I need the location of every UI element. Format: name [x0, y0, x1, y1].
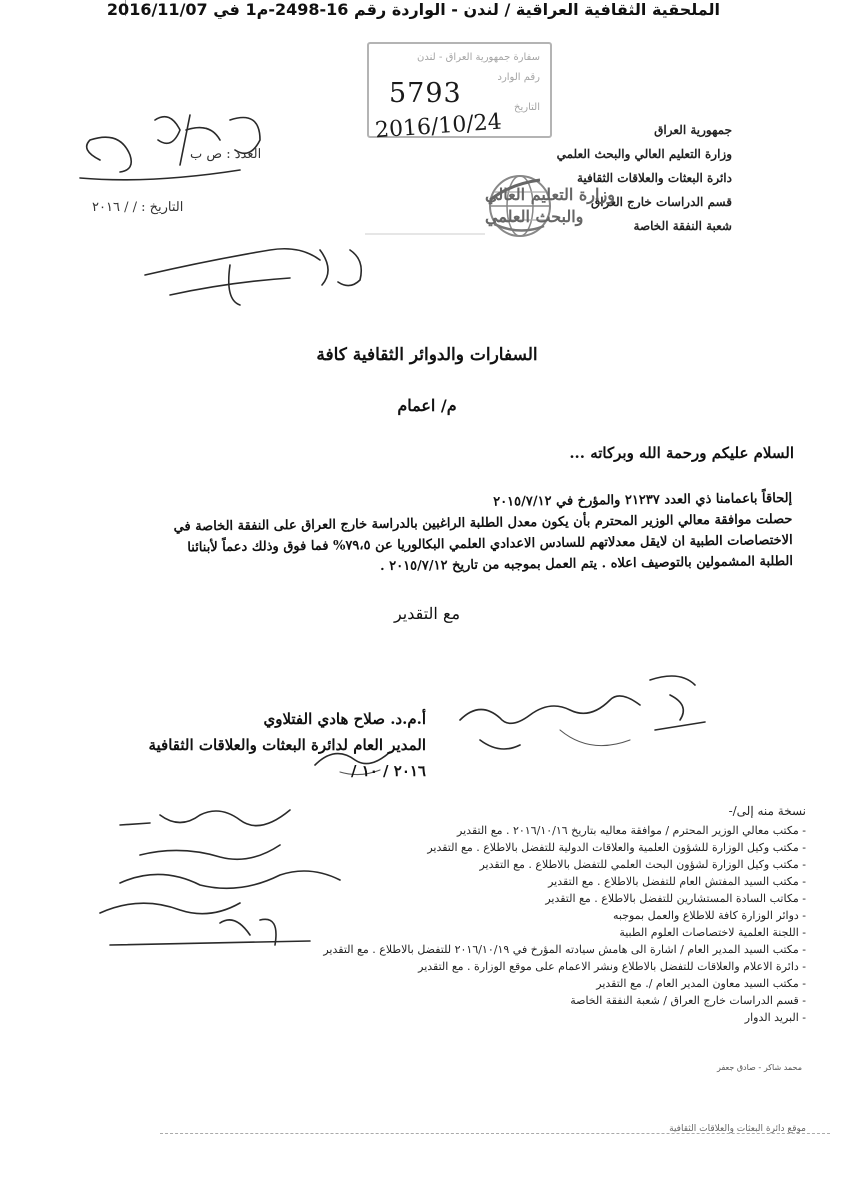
reference-number-label: العدد : ص ب — [190, 147, 262, 162]
greeting: السلام عليكم ورحمة الله وبركاته ... — [569, 444, 794, 462]
cc-list-item: - دوائر الوزارة كافة للاطلاع والعمل بموجبه — [612, 909, 806, 922]
cc-list-item: - مكتب السيد المدير العام / اشارة الى هامش سيادته المؤرخ في ٢٠١٦/١٠/١٩ للتفضل بالاطلاع . مع التقدير — [323, 943, 806, 956]
body-paragraph — [62, 488, 793, 581]
handwritten-signature-note — [440, 660, 710, 780]
org-line-department: دائرة البعثات والعلاقات الثقافية — [577, 171, 732, 185]
stamp-number-label: رقم الوارد — [497, 72, 540, 83]
cc-list-item: - البريد الدوار — [744, 1011, 806, 1024]
document-date-label: التاريخ : / / ٢٠١٦ — [92, 200, 184, 215]
stamp-embassy-line: سفارة جمهورية العراق - لندن — [417, 52, 540, 63]
stamp-handwritten-date: 2016/10/24 — [374, 109, 503, 144]
cc-list-item: - مكتب وكيل الوزارة لشؤون البحث العلمي للتفضل بالاطلاع . مع التقدير — [479, 858, 806, 871]
org-line-republic: جمهورية العراق — [654, 123, 732, 137]
cc-list-item: - قسم الدراسات خارج العراق / شعبة النفقة الخاصة — [570, 994, 806, 1007]
cc-list-item: - مكتب وكيل الوزارة للشؤون العلمية والعلاقات الدولية للتفضل بالاطلاع . مع التقدير — [427, 841, 806, 854]
body-line: الاختصاصات الطبية ان لايقل معدلاتهم للسادس الاعدادي العلمي البكالوريا عن ٧٩،٥% فما فوق وذلك دعماً لأبنائنا — [187, 532, 793, 556]
logo-text-line1: وزارة التعليم العالي — [485, 185, 615, 204]
addressee: السفارات والدوائر الثقافية كافة — [316, 345, 538, 365]
body-line-reference: إلحاقاً باعمامنا ذي العدد ٢١٢٣٧ والمؤرخ في ٢٠١٥/٧/١٢ — [493, 490, 793, 510]
signer-date: ٢٠١٦ / ١٠ / — [351, 762, 426, 780]
footer-website-note: موقع دائرة البعثات والعلاقات الثقافية — [669, 1124, 806, 1134]
signer-title: المدير العام لدائرة البعثات والعلاقات الثقافية — [148, 736, 426, 754]
cc-list-item: - اللجنة العلمية لاختصاصات العلوم الطبية — [619, 926, 806, 939]
org-line-section: قسم الدراسات خارج العراق — [590, 195, 732, 209]
cc-list-item: - دائرة الاعلام والعلاقات للتفضل بالاطلاع ونشر الاعمام على موقع الوزارة . مع التقدير — [418, 960, 806, 973]
handwritten-annotation-top — [60, 100, 390, 320]
cc-title: نسخة منه إلى/- — [728, 804, 806, 818]
org-line-division: شعبة النفقة الخاصة — [633, 219, 732, 233]
closing-regards: مع التقدير — [393, 604, 461, 623]
cc-list-item: - مكتب السيد معاون المدير العام /. مع التقدير — [596, 977, 806, 990]
cc-list — [246, 822, 806, 1026]
cc-list-item: - مكتب السيد المفتش العام للتفضل بالاطلاع . مع التقدير — [548, 875, 806, 888]
signer-name: أ.م.د. صلاح هادي الفتلاوي — [263, 710, 426, 728]
typist-initials: محمد شاكر - صادق جعفر — [717, 1063, 802, 1072]
stamp-handwritten-number: 5793 — [389, 78, 462, 109]
subject-line: م/ اعمام — [397, 396, 457, 415]
fax-header: الملحقية الثقافية العراقية / لندن - الواردة رقم 16-2498-م1 في 2016/11/07 — [106, 0, 720, 19]
org-line-ministry: وزارة التعليم العالي والبحث العلمي — [556, 147, 732, 161]
stamp-date-label: التاريخ — [514, 102, 540, 113]
cc-list-item: - مكتب معالي الوزير المحترم / موافقة معاليه بتاريخ ٢٠١٦/١٠/١٦ . مع التقدير — [457, 824, 806, 837]
logo-text-line2: والبحث العلمي — [485, 207, 584, 226]
body-line: حصلت موافقة معالي الوزير المحترم بأن يكون معدل الطلبة الراغبين بالدراسة خارج العراق على النفقة الخاصة في — [173, 511, 793, 535]
signer-block — [46, 706, 426, 784]
cc-list-item: - مكاتب السادة المستشارين للتفضل بالاطلاع . مع التقدير — [545, 892, 806, 905]
body-line: الطلبة المشمولين بالتوصيف اعلاه . يتم العمل بموجبه من تاريخ ٢٠١٥/٧/١٢ . — [380, 553, 793, 575]
